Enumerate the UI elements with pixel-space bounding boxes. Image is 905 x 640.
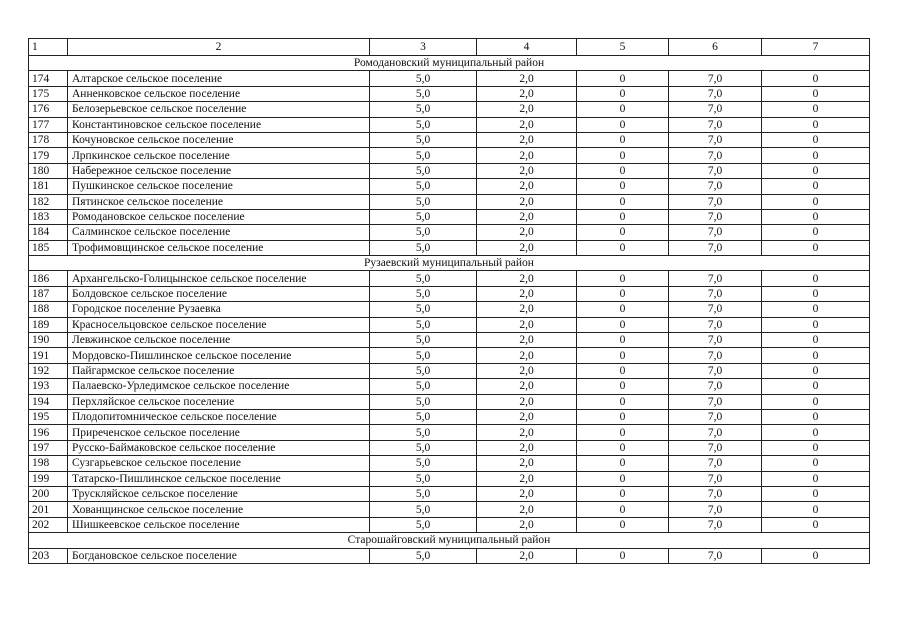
table-row [29, 379, 870, 394]
col7-value-cell: 0 [762, 333, 870, 348]
row-number-cell: 177 [29, 117, 68, 132]
settlement-name-cell: Ромодановское сельское поселение [68, 209, 370, 224]
settlement-name-cell: Лрпкинское сельское поселение [68, 148, 370, 163]
col6-value-cell: 7,0 [669, 194, 762, 209]
table-row [29, 363, 870, 378]
col6-value-cell: 7,0 [669, 379, 762, 394]
col7-value-cell: 0 [762, 225, 870, 240]
settlement-name-cell: Мордовско-Пишлинское сельское поселение [68, 348, 370, 363]
table-row [29, 317, 870, 332]
settlement-name-cell: Салминское сельское поселение [68, 225, 370, 240]
col7-value-cell: 0 [762, 394, 870, 409]
settlement-name-cell: Татарско-Пишлинское сельское поселение [68, 471, 370, 486]
col6-value-cell: 7,0 [669, 317, 762, 332]
col3-value-cell: 5,0 [370, 240, 477, 255]
col4-value-cell: 2,0 [477, 102, 577, 117]
col5-value-cell: 0 [577, 209, 669, 224]
col6-value-cell: 7,0 [669, 271, 762, 286]
col3-value-cell: 5,0 [370, 317, 477, 332]
col4-value-cell: 2,0 [477, 425, 577, 440]
row-number-cell: 182 [29, 194, 68, 209]
col3-value-cell: 5,0 [370, 486, 477, 501]
col4-value-cell: 2,0 [477, 194, 577, 209]
settlement-name-cell: Белозерьевское сельское поселение [68, 102, 370, 117]
col4-value-cell: 2,0 [477, 271, 577, 286]
col4-value-cell: 2,0 [477, 163, 577, 178]
settlement-name-cell: Трофимовщинское сельское поселение [68, 240, 370, 255]
col5-value-cell: 0 [577, 333, 669, 348]
col5-value-cell: 0 [577, 86, 669, 101]
col7-value-cell: 0 [762, 240, 870, 255]
settlements-table-sheet [28, 38, 870, 564]
col4-value-cell: 2,0 [477, 333, 577, 348]
row-number-cell: 185 [29, 240, 68, 255]
table-row [29, 333, 870, 348]
table-row [29, 548, 870, 563]
col3-value-cell: 5,0 [370, 86, 477, 101]
settlement-name-cell: Красносельцовское сельское поселение [68, 317, 370, 332]
table-row [29, 225, 870, 240]
col7-value-cell: 0 [762, 102, 870, 117]
col5-value-cell: 0 [577, 102, 669, 117]
settlement-name-cell: Пушкинское сельское поселение [68, 179, 370, 194]
col5-value-cell: 0 [577, 348, 669, 363]
col4-value-cell: 2,0 [477, 225, 577, 240]
header-cell-1: 1 [29, 39, 68, 56]
header-cell-4: 4 [477, 39, 577, 56]
row-number-cell: 174 [29, 71, 68, 86]
col3-value-cell: 5,0 [370, 363, 477, 378]
settlement-name-cell: Болдовское сельское поселение [68, 286, 370, 301]
row-number-cell: 203 [29, 548, 68, 563]
row-number-cell: 190 [29, 333, 68, 348]
row-number-cell: 200 [29, 486, 68, 501]
district-header-row [29, 533, 870, 548]
row-number-cell: 196 [29, 425, 68, 440]
col4-value-cell: 2,0 [477, 379, 577, 394]
col4-value-cell: 2,0 [477, 486, 577, 501]
table-row [29, 271, 870, 286]
col4-value-cell: 2,0 [477, 471, 577, 486]
table-row [29, 132, 870, 147]
col3-value-cell: 5,0 [370, 333, 477, 348]
settlement-name-cell: Константиновское сельское поселение [68, 117, 370, 132]
col7-value-cell: 0 [762, 271, 870, 286]
table-row [29, 456, 870, 471]
col4-value-cell: 2,0 [477, 148, 577, 163]
col5-value-cell: 0 [577, 194, 669, 209]
col5-value-cell: 0 [577, 379, 669, 394]
col7-value-cell: 0 [762, 117, 870, 132]
table-row [29, 394, 870, 409]
col5-value-cell: 0 [577, 163, 669, 178]
settlement-name-cell: Трускляйское сельское поселение [68, 486, 370, 501]
col6-value-cell: 7,0 [669, 486, 762, 501]
settlement-name-cell: Сузгарьевское сельское поселение [68, 456, 370, 471]
col5-value-cell: 0 [577, 486, 669, 501]
settlement-name-cell: Кочуновское сельское поселение [68, 132, 370, 147]
settlement-name-cell: Анненковское сельское поселение [68, 86, 370, 101]
settlement-name-cell: Городское поселение Рузаевка [68, 302, 370, 317]
col3-value-cell: 5,0 [370, 179, 477, 194]
col3-value-cell: 5,0 [370, 302, 477, 317]
table-row [29, 71, 870, 86]
col6-value-cell: 7,0 [669, 302, 762, 317]
col6-value-cell: 7,0 [669, 517, 762, 532]
col5-value-cell: 0 [577, 132, 669, 147]
col4-value-cell: 2,0 [477, 317, 577, 332]
col6-value-cell: 7,0 [669, 86, 762, 101]
col7-value-cell: 0 [762, 209, 870, 224]
settlement-name-cell: Пайгармское сельское поселение [68, 363, 370, 378]
col4-value-cell: 2,0 [477, 117, 577, 132]
table-body [29, 39, 870, 564]
col6-value-cell: 7,0 [669, 394, 762, 409]
col3-value-cell: 5,0 [370, 163, 477, 178]
col5-value-cell: 0 [577, 502, 669, 517]
col7-value-cell: 0 [762, 425, 870, 440]
col7-value-cell: 0 [762, 317, 870, 332]
col3-value-cell: 5,0 [370, 456, 477, 471]
col4-value-cell: 2,0 [477, 348, 577, 363]
table-row [29, 117, 870, 132]
col6-value-cell: 7,0 [669, 117, 762, 132]
settlement-name-cell: Палаевско-Урледимское сельское поселение [68, 379, 370, 394]
col7-value-cell: 0 [762, 132, 870, 147]
row-number-cell: 180 [29, 163, 68, 178]
col7-value-cell: 0 [762, 548, 870, 563]
settlement-name-cell: Алтарское сельское поселение [68, 71, 370, 86]
col7-value-cell: 0 [762, 471, 870, 486]
row-number-cell: 176 [29, 102, 68, 117]
table-row [29, 517, 870, 532]
settlement-name-cell: Перхляйское сельское поселение [68, 394, 370, 409]
col3-value-cell: 5,0 [370, 271, 477, 286]
header-cell-2: 2 [68, 39, 370, 56]
row-number-cell: 191 [29, 348, 68, 363]
col6-value-cell: 7,0 [669, 363, 762, 378]
col6-value-cell: 7,0 [669, 209, 762, 224]
col4-value-cell: 2,0 [477, 132, 577, 147]
row-number-cell: 175 [29, 86, 68, 101]
row-number-cell: 181 [29, 179, 68, 194]
col4-value-cell: 2,0 [477, 517, 577, 532]
col5-value-cell: 0 [577, 409, 669, 424]
row-number-cell: 189 [29, 317, 68, 332]
table-row [29, 302, 870, 317]
col7-value-cell: 0 [762, 302, 870, 317]
table-row [29, 286, 870, 301]
col6-value-cell: 7,0 [669, 425, 762, 440]
col3-value-cell: 5,0 [370, 379, 477, 394]
col3-value-cell: 5,0 [370, 409, 477, 424]
row-number-cell: 187 [29, 286, 68, 301]
col7-value-cell: 0 [762, 517, 870, 532]
col7-value-cell: 0 [762, 456, 870, 471]
col6-value-cell: 7,0 [669, 548, 762, 563]
col3-value-cell: 5,0 [370, 225, 477, 240]
col3-value-cell: 5,0 [370, 286, 477, 301]
row-number-cell: 202 [29, 517, 68, 532]
table-row [29, 425, 870, 440]
col4-value-cell: 2,0 [477, 240, 577, 255]
table-row [29, 486, 870, 501]
col3-value-cell: 5,0 [370, 209, 477, 224]
col6-value-cell: 7,0 [669, 225, 762, 240]
col5-value-cell: 0 [577, 440, 669, 455]
col6-value-cell: 7,0 [669, 471, 762, 486]
col6-value-cell: 7,0 [669, 502, 762, 517]
col4-value-cell: 2,0 [477, 394, 577, 409]
col6-value-cell: 7,0 [669, 348, 762, 363]
col6-value-cell: 7,0 [669, 148, 762, 163]
col3-value-cell: 5,0 [370, 548, 477, 563]
row-number-cell: 186 [29, 271, 68, 286]
col3-value-cell: 5,0 [370, 440, 477, 455]
col6-value-cell: 7,0 [669, 163, 762, 178]
table-row [29, 348, 870, 363]
district-name: Старошайговский муниципальный район [29, 533, 870, 548]
table-row [29, 209, 870, 224]
col4-value-cell: 2,0 [477, 302, 577, 317]
settlement-name-cell: Плодопитомническое сельское поселение [68, 409, 370, 424]
col7-value-cell: 0 [762, 486, 870, 501]
col4-value-cell: 2,0 [477, 286, 577, 301]
col5-value-cell: 0 [577, 317, 669, 332]
col5-value-cell: 0 [577, 302, 669, 317]
col3-value-cell: 5,0 [370, 117, 477, 132]
table-row [29, 194, 870, 209]
settlement-name-cell: Шишкеевское сельское поселение [68, 517, 370, 532]
row-number-cell: 179 [29, 148, 68, 163]
col4-value-cell: 2,0 [477, 179, 577, 194]
col6-value-cell: 7,0 [669, 409, 762, 424]
table-row [29, 102, 870, 117]
col6-value-cell: 7,0 [669, 240, 762, 255]
header-cell-7: 7 [762, 39, 870, 56]
settlements-table [28, 38, 870, 564]
col5-value-cell: 0 [577, 517, 669, 532]
col7-value-cell: 0 [762, 409, 870, 424]
row-number-cell: 192 [29, 363, 68, 378]
col6-value-cell: 7,0 [669, 333, 762, 348]
col7-value-cell: 0 [762, 148, 870, 163]
col3-value-cell: 5,0 [370, 102, 477, 117]
table-row [29, 163, 870, 178]
col4-value-cell: 2,0 [477, 440, 577, 455]
col7-value-cell: 0 [762, 348, 870, 363]
col7-value-cell: 0 [762, 179, 870, 194]
row-number-cell: 193 [29, 379, 68, 394]
col7-value-cell: 0 [762, 363, 870, 378]
header-cell-3: 3 [370, 39, 477, 56]
col5-value-cell: 0 [577, 471, 669, 486]
col3-value-cell: 5,0 [370, 394, 477, 409]
col4-value-cell: 2,0 [477, 502, 577, 517]
col7-value-cell: 0 [762, 194, 870, 209]
col5-value-cell: 0 [577, 117, 669, 132]
col3-value-cell: 5,0 [370, 148, 477, 163]
table-row [29, 240, 870, 255]
row-number-cell: 195 [29, 409, 68, 424]
col7-value-cell: 0 [762, 379, 870, 394]
col4-value-cell: 2,0 [477, 456, 577, 471]
district-header-row [29, 56, 870, 71]
col5-value-cell: 0 [577, 363, 669, 378]
col4-value-cell: 2,0 [477, 71, 577, 86]
settlement-name-cell: Пятинское сельское поселение [68, 194, 370, 209]
col7-value-cell: 0 [762, 440, 870, 455]
col7-value-cell: 0 [762, 502, 870, 517]
col3-value-cell: 5,0 [370, 132, 477, 147]
col6-value-cell: 7,0 [669, 132, 762, 147]
col7-value-cell: 0 [762, 86, 870, 101]
row-number-cell: 183 [29, 209, 68, 224]
col6-value-cell: 7,0 [669, 286, 762, 301]
row-number-cell: 197 [29, 440, 68, 455]
row-number-cell: 198 [29, 456, 68, 471]
col6-value-cell: 7,0 [669, 456, 762, 471]
settlement-name-cell: Русско-Баймаковское сельское поселение [68, 440, 370, 455]
col5-value-cell: 0 [577, 71, 669, 86]
col3-value-cell: 5,0 [370, 425, 477, 440]
col3-value-cell: 5,0 [370, 502, 477, 517]
row-number-cell: 201 [29, 502, 68, 517]
district-header-row [29, 256, 870, 271]
col5-value-cell: 0 [577, 179, 669, 194]
col5-value-cell: 0 [577, 271, 669, 286]
settlement-name-cell: Набережное сельское поселение [68, 163, 370, 178]
col6-value-cell: 7,0 [669, 440, 762, 455]
settlement-name-cell: Богдановское сельское поселение [68, 548, 370, 563]
col7-value-cell: 0 [762, 163, 870, 178]
district-name: Рузаевский муниципальный район [29, 256, 870, 271]
col4-value-cell: 2,0 [477, 209, 577, 224]
table-row [29, 502, 870, 517]
col6-value-cell: 7,0 [669, 102, 762, 117]
row-number-cell: 194 [29, 394, 68, 409]
col5-value-cell: 0 [577, 548, 669, 563]
col6-value-cell: 7,0 [669, 71, 762, 86]
col7-value-cell: 0 [762, 286, 870, 301]
settlement-name-cell: Приреченское сельское поселение [68, 425, 370, 440]
col6-value-cell: 7,0 [669, 179, 762, 194]
col5-value-cell: 0 [577, 394, 669, 409]
col5-value-cell: 0 [577, 456, 669, 471]
table-row [29, 179, 870, 194]
row-number-cell: 178 [29, 132, 68, 147]
settlement-name-cell: Хованщинское сельское поселение [68, 502, 370, 517]
col4-value-cell: 2,0 [477, 548, 577, 563]
table-row [29, 86, 870, 101]
header-cell-6: 6 [669, 39, 762, 56]
col5-value-cell: 0 [577, 286, 669, 301]
col5-value-cell: 0 [577, 148, 669, 163]
col3-value-cell: 5,0 [370, 71, 477, 86]
table-row [29, 148, 870, 163]
row-number-cell: 184 [29, 225, 68, 240]
col4-value-cell: 2,0 [477, 409, 577, 424]
col3-value-cell: 5,0 [370, 471, 477, 486]
col5-value-cell: 0 [577, 425, 669, 440]
settlement-name-cell: Левжинское сельское поселение [68, 333, 370, 348]
header-cell-5: 5 [577, 39, 669, 56]
column-number-row [29, 39, 870, 56]
col3-value-cell: 5,0 [370, 194, 477, 209]
table-row [29, 440, 870, 455]
row-number-cell: 188 [29, 302, 68, 317]
col4-value-cell: 2,0 [477, 86, 577, 101]
col7-value-cell: 0 [762, 71, 870, 86]
col4-value-cell: 2,0 [477, 363, 577, 378]
district-name: Ромодановский муниципальный район [29, 56, 870, 71]
settlement-name-cell: Архангельско-Голицынское сельское поселение [68, 271, 370, 286]
table-row [29, 471, 870, 486]
col5-value-cell: 0 [577, 225, 669, 240]
row-number-cell: 199 [29, 471, 68, 486]
col3-value-cell: 5,0 [370, 517, 477, 532]
col5-value-cell: 0 [577, 240, 669, 255]
col3-value-cell: 5,0 [370, 348, 477, 363]
table-row [29, 409, 870, 424]
